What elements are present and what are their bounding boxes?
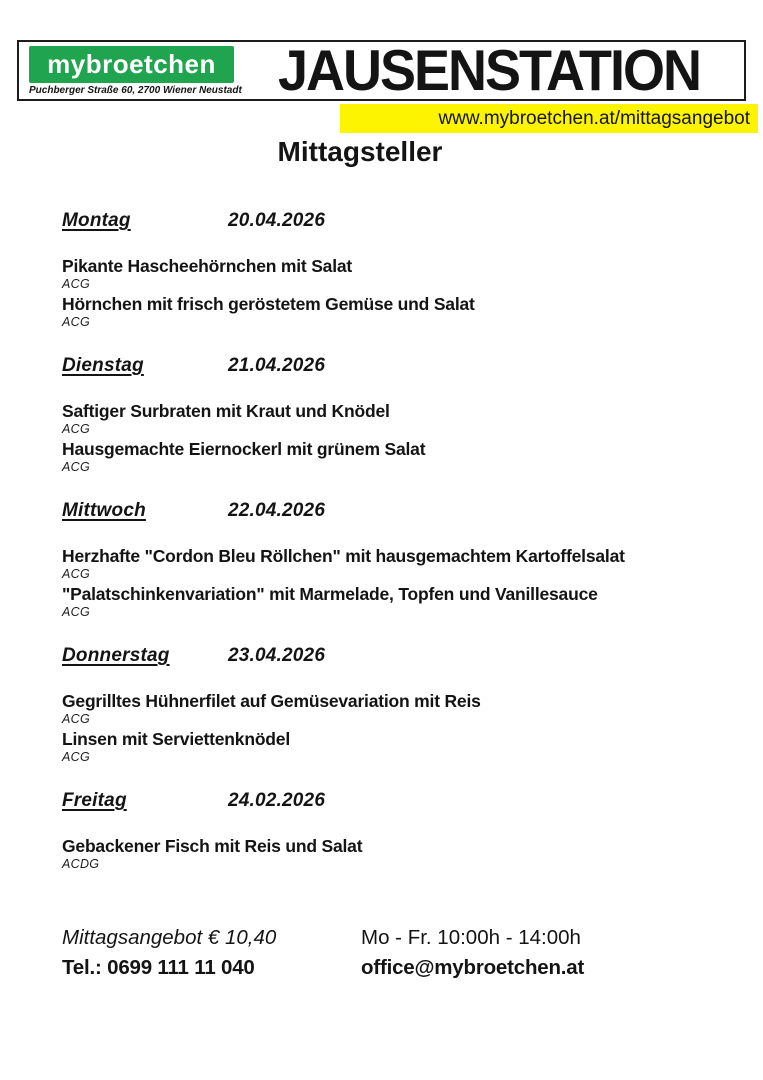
dish-allergens: ACG [62,315,90,329]
brand-title: JAUSENSTATION [277,38,701,103]
logo-address: Puchberger Straße 60, 2700 Wiener Neustadt [29,84,242,96]
page-title: Mittagsteller [277,136,443,167]
email-address: office@mybroetchen.at [361,956,585,979]
dish [62,691,712,726]
day-section [62,210,712,329]
dish [62,439,712,474]
dish-allergens: ACG [62,567,90,581]
day-section [62,500,712,619]
day-name: Donnerstag [62,645,170,666]
dish-allergens: ACG [62,605,90,619]
day-section [62,645,712,764]
dish-allergens: ACG [62,422,90,436]
day-name: Mittwoch [62,500,146,521]
day-name: Freitag [62,790,127,811]
phone-number: Tel.: 0699 111 11 040 [62,956,255,979]
day-header [62,645,712,667]
day-header [62,790,712,812]
dish [62,836,712,871]
day-date: 22.04.2026 [228,500,326,521]
dish-list [62,401,712,474]
dish [62,401,712,436]
dish-name: Saftiger Surbraten mit Kraut und Knödel [62,401,390,421]
mybroetchen-logo: mybroetchen [29,46,234,83]
menu-list [62,210,712,897]
dish [62,256,712,291]
day-header [62,355,712,377]
day-date: 21.04.2026 [228,355,326,376]
day-section [62,355,712,474]
dish-name: Gebackener Fisch mit Reis und Salat [62,836,363,856]
dish-allergens: ACG [62,750,90,764]
dish-name: Linsen mit Serviettenknödel [62,729,290,749]
dish [62,294,712,329]
day-header [62,500,712,522]
dish-allergens: ACG [62,460,90,474]
offer-price: Mittagsangebot € 10,40 [62,926,277,949]
dish [62,546,712,581]
dish-name: Gegrilltes Hühnerfilet auf Gemüsevariation mit Reis [62,691,481,711]
dish-list [62,546,712,619]
header [17,40,746,101]
dish-allergens: ACDG [62,857,100,871]
dish-allergens: ACG [62,712,90,726]
day-header [62,210,712,232]
website-url: www.mybroetchen.at/mittagsangebot [340,104,758,133]
dish-name: Herzhafte "Cordon Bleu Röllchen" mit hausgemachtem Kartoffelsalat [62,546,625,566]
dish-name: Hausgemachte Eiernockerl mit grünem Salat [62,439,426,459]
dish-name: Pikante Hascheehörnchen mit Salat [62,256,353,276]
logo [29,46,242,96]
day-date: 20.04.2026 [228,210,326,231]
dish-allergens: ACG [62,277,90,291]
dish-list [62,691,712,764]
dish-list [62,836,712,871]
footer-left [62,926,276,980]
day-date: 24.02.2026 [228,790,326,811]
day-date: 23.04.2026 [228,645,326,666]
footer-right [361,926,584,980]
dish-list [62,256,712,329]
opening-hours: Mo - Fr. 10:00h - 14:00h [361,926,581,949]
day-name: Montag [62,210,131,231]
day-name: Dienstag [62,355,144,376]
dish [62,584,712,619]
dish-name: Hörnchen mit frisch geröstetem Gemüse und Salat [62,294,475,314]
day-section [62,790,712,871]
dish-name: "Palatschinkenvariation" mit Marmelade, Topfen und Vanillesauce [62,584,598,604]
dish [62,729,712,764]
